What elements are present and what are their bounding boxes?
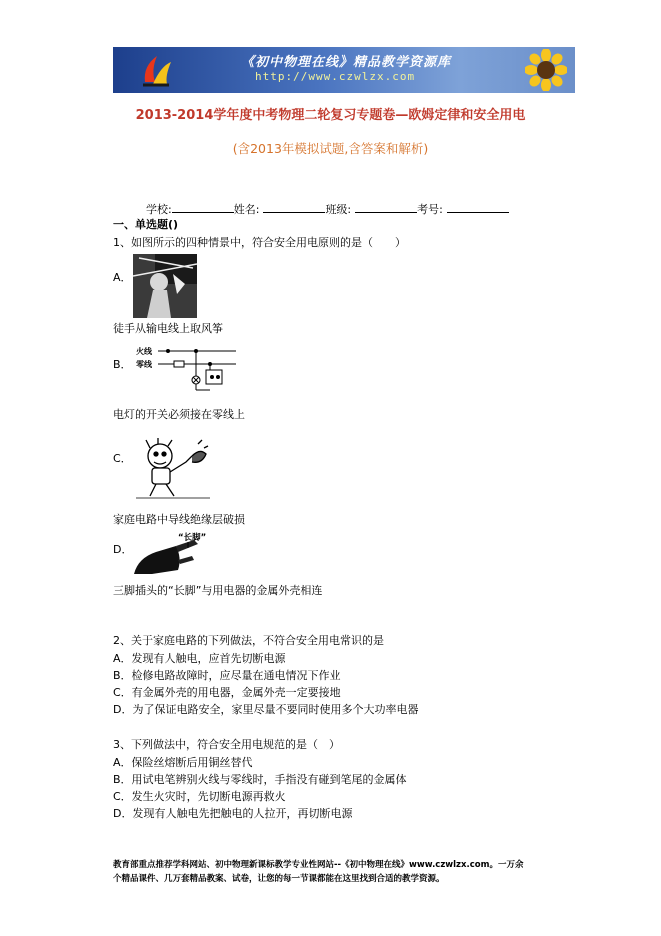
footer-line-1: 教育部重点推荐学科网站、初中物理新课标教学专业性网站--《初中物理在线》www.czwlzx.com。一万余: [113, 860, 524, 870]
school-label: 学校:: [146, 203, 172, 216]
q3-option-d: D．发现有人触电先把触电的人拉开，再切断电源: [113, 807, 353, 820]
q1-option-d-caption: 三脚插头的“长脚”与用电器的金属外壳相连: [113, 584, 323, 597]
page-footer: [113, 858, 563, 886]
q3-stem: 3、下列做法中，符合安全用电规范的是（ ）: [113, 738, 340, 751]
q2-option-d: D．为了保证电路安全，家里尽量不要同时使用多个大功率电器: [113, 703, 419, 716]
q3-option-b: B．用试电笔辨别火线与零线时，手指没有碰到笔尾的金属体: [113, 773, 407, 786]
live-wire-label: 火线: [136, 347, 152, 356]
neutral-wire-label: 零线: [136, 360, 152, 369]
three-pin-plug-image: [132, 540, 212, 576]
q2-stem: 2、关于家庭电路的下列做法，不符合安全用电常识的是: [113, 634, 384, 647]
page-subtitle: (含2013年模拟试题,含答案和解析): [232, 141, 429, 156]
logo-icon: [139, 52, 173, 88]
q3-option-c: C．发生火灾时，先切断电源再救火: [113, 790, 286, 803]
q1-option-b-caption: 电灯的开关必须接在零线上: [113, 408, 245, 421]
circuit-diagram: [158, 346, 238, 398]
exam-no-label: 考号:: [417, 203, 443, 216]
student-info-line: [146, 201, 509, 217]
banner-title: 《初中物理在线》精品教学资源库: [241, 55, 452, 70]
shocked-person-image: [136, 438, 210, 500]
sunflower-icon: [525, 49, 567, 91]
page-title: 2013-2014学年度中考物理二轮复习专题卷—欧姆定律和安全用电: [135, 108, 526, 123]
q1-option-a-label: A．: [113, 271, 132, 284]
q1-option-c-label: C．: [113, 452, 132, 465]
section-heading: 一、单选题(): [113, 218, 179, 231]
q1-option-b-label: B．: [113, 358, 132, 371]
q1-option-d-label: D．: [113, 543, 133, 556]
q2-option-b: B．检修电路故障时，应尽量在通电情况下作业: [113, 669, 341, 682]
banner-url: http://www.czwlzx.com: [255, 70, 416, 83]
header-banner: [113, 47, 575, 93]
q2-option-c: C．有金属外壳的用电器，金属外壳一定要接地: [113, 686, 341, 699]
q2-option-a: A．发现有人触电，应首先切断电源: [113, 652, 286, 665]
kite-powerline-image: [133, 254, 197, 318]
long-pin-label: “长脚”: [178, 533, 207, 543]
name-blank: [263, 202, 325, 213]
q1-option-a-caption: 徒手从输电线上取风筝: [113, 322, 223, 335]
class-label: 班级:: [325, 203, 352, 216]
q1-option-c-caption: 家庭电路中导线绝缘层破损: [113, 513, 245, 526]
q3-option-a: A．保险丝熔断后用铜丝替代: [113, 756, 253, 769]
footer-line-2: 个精品课件、几万套精品教案、试卷，让您的每一节课都能在这里找到合适的教学资源。: [113, 874, 445, 884]
class-blank: [355, 202, 417, 213]
school-blank: [172, 202, 234, 213]
name-label: 姓名:: [233, 203, 260, 216]
exam-no-blank: [447, 202, 509, 213]
q1-stem: 1、如图所示的四种情景中，符合安全用电原则的是（ ）: [113, 236, 406, 249]
